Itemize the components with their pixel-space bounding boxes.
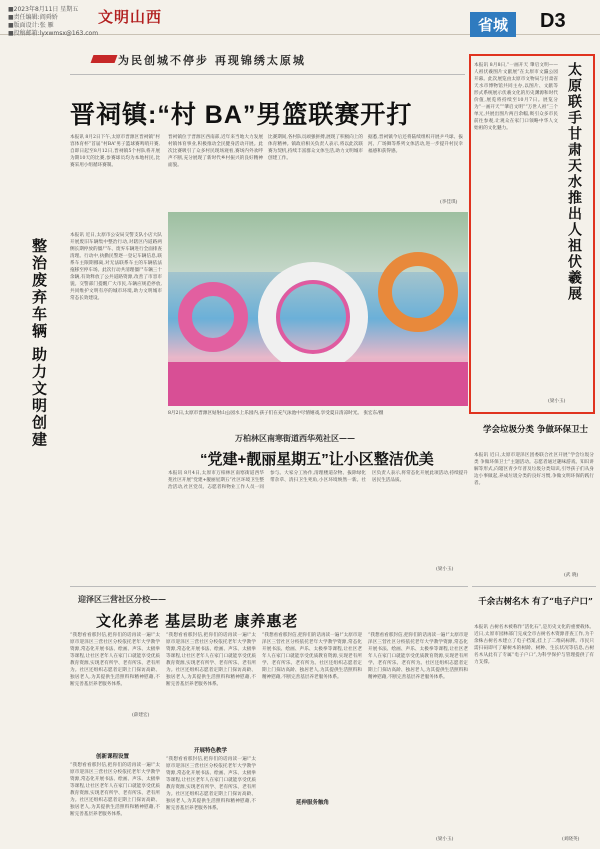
- community-kicker: 万柏林区南寒街道西华苑社区——: [235, 433, 355, 443]
- main-article-col2: 晋祠镇位于晋源区西南部,近年来当地大力发展村镇体育事业,积极推动全民健身活动开展。此次比赛吸引了众多村民现场观看,赛场内外欢呼声不断,充分展现了新时代乡村振兴的良好精神面貌。: [168, 135, 263, 168]
- photo-orange-ring: [378, 252, 458, 332]
- slogan-decoration: [91, 55, 118, 63]
- photo-credit: 张宏东/摄: [363, 411, 384, 416]
- date-line: ■2023年8月11日 星期五: [8, 6, 79, 13]
- publication-logo: 文明山西: [98, 8, 163, 26]
- divider: [70, 74, 465, 75]
- layout-line: ■版面设计:张 雁: [8, 22, 54, 29]
- elderly-subhead-2: 开展特色教学: [194, 748, 228, 754]
- right-article-body: 本报讯 8月8日,“一画开天 肇启文明——人祖伏羲图片文献展”在太原市文瀛公园开幕。此次展览由太原市文物局与甘肃省天水市博物馆共同主办,以图片、文献等形式系统展示伏羲文化的历史渊源和时代价值,展览将持续至10月7日。展览分为“一画开天”“肇启文明”“万世人祖”三个单元,共展出图片两百余幅,吸引众多市民前往参观,让观众在家门口领略中华人文始祖的文化魅力。: [474, 63, 558, 131]
- community-body: 本报讯 8月4日,太原市万柏林区南寒街道西华苑社区开展“党建+靓丽星期五”社区环境卫生整治活动,社区党员、志愿者和物业工作人员一同参与。大家分工协作,清理楼道杂物、拔除绿化带杂草、清扫卫生死角,小区环境焕然一新。社区负责人表示,将常态化开展此项活动,持续提升居民生活品质。: [168, 471, 468, 490]
- elderly-body-cont-2: “我想看看那封信,把你们的话再读一遍!”太原市迎泽区三营社区分校依托老年大学教学资源,常态化开展书法、绘画、声乐、太极拳等课程,让社区老年人在家门口就能享受优质教育资源,实现老有所学、老有所乐、老有所为。社区还组织志愿者定期上门探访高龄、独居老人,为其提供生活照料和精神慰藉,不断完善基层养老服务体系。: [166, 633, 256, 687]
- left-article-body: 本报讯 近日,太原市公安局交警支队小店大队开展废旧车辆集中整治行动,对辖区内道路两侧长期停放的僵尸车、废弃车辆进行全面排查清理。行动中,执勤民警逐一登记车辆信息,联系车主限期挪离,对无法联系车主的车辆依法拖移至停车场。此次行动共清理僵尸车辆三十余辆,有效释放了公共道路资源,改善了市容市貌。交警部门提醒广大市民,车辆应规范停放,共同维护文明有序的城市环境,助力文明城市常态长效建设。: [70, 233, 162, 301]
- school-title: 学会垃圾分类 争做环保卫士: [483, 425, 588, 435]
- section-tag: 省城: [470, 12, 516, 37]
- elderly-reporter: (梁小玉): [436, 837, 454, 842]
- photo-pool-edge: [168, 362, 468, 406]
- email-line: ■投稿邮箱:lyxwmsx@163.com: [8, 30, 99, 37]
- elderly-body-cont-3: “我想看看那封信,把你们的话再读一遍!”太原市迎泽区三营社区分校依托老年大学教学资源,常态化开展书法、绘画、声乐、太极拳等课程,让社区老年人在家门口就能享受优质教育资源,实现老有所学、老有所乐、老有所为。社区还组织志愿者定期上门探访高龄、独居老人,为其提供生活照料和精神慰藉,不断完善基层养老服务体系。: [166, 757, 256, 811]
- elderly-kicker: 迎泽区三营社区分校——: [78, 594, 166, 604]
- slogan: 为民创城不停步 再现锦绣太原城: [118, 54, 306, 67]
- main-article-reporter: (李佳琪): [440, 200, 458, 205]
- school-reporter: (武 晓): [564, 573, 579, 578]
- divider: [472, 586, 596, 587]
- photo-caption-text: 8月2日,太原市晋源区姑射山公园水上乐园内,孩子们在充气泳池中尽情嬉戏,享受夏日清凉时光。: [168, 411, 362, 416]
- right-article-reporter: (梁小玉): [548, 399, 566, 404]
- left-article-reporter: (薛建宏): [132, 713, 150, 718]
- main-article-col4: 据悉,晋祠镇今后还将陆续组织开展乒乓球、拔河、广场舞等系列文体活动,进一步提升村民幸福感和获得感。: [368, 135, 463, 154]
- divider: [70, 586, 468, 587]
- trees-reporter: (刘晓英): [562, 837, 580, 842]
- school-body: 本报讯 近日,太原市迎泽区团委联合社区开展“学会垃圾分类 争做环保卫士”主题活动。志愿者通过趣味游戏、知识讲解等形式,向辖区青少年普及垃圾分类知识,引导孩子们从身边小事做起,养成垃圾分类的良好习惯,争做文明环保的践行者。: [474, 453, 594, 486]
- waterpark-photo: [168, 212, 468, 406]
- elderly-subhead-3: 延伸服务触角: [296, 800, 330, 806]
- main-headline: 晋祠镇:“村 BA”男篮联赛开打: [70, 101, 413, 129]
- masthead-meta: [8, 6, 98, 38]
- elderly-body: “我想看看那封信,把你们的话再读一遍!”太原市迎泽区三营社区分校依托老年大学教学资源,常态化开展书法、绘画、声乐、太极拳等课程,让社区老年人在家门口就能享受优质教育资源,实现老有所学、老有所乐、老有所为。社区还组织志愿者定期上门探访高龄、独居老人,为其提供生活照料和精神慰藉,不断完善基层养老服务体系。: [70, 633, 160, 687]
- elderly-title: 文化养老 基层助老 康养惠老: [96, 613, 299, 630]
- trees-body: 本报讯 古树名木被称作“活化石”,是历史文化的重要载体。近日,太原市园林部门完成全市古树名木资源普查工作,为千余株古树名木建立了电子档案,挂上了二维码标牌。市民只需扫码即可了解树木的树龄、树种、生长状况等信息,古树名木从此有了专属“电子户口”,为科学保护与管理提供了有力支撑。: [474, 625, 594, 665]
- right-article-title: 太原联手甘肃天水推出人祖伏羲展: [567, 62, 583, 302]
- photo-white-ring: [258, 262, 368, 372]
- page-number: D3: [540, 10, 566, 32]
- editor-line: ■责任编辑:阎舜娇: [8, 14, 58, 21]
- photo-pink-ring: [178, 282, 248, 352]
- left-article-title: 整治废弃车辆 助力文明创建: [30, 238, 47, 449]
- elderly-body-cont-1: “我想看看那封信,把你们的话再读一遍!”太原市迎泽区三营社区分校依托老年大学教学资源,常态化开展书法、绘画、声乐、太极拳等课程,让社区老年人在家门口就能享受优质教育资源,实现老有所学、老有所乐、老有所为。社区还组织志愿者定期上门探访高龄、独居老人,为其提供生活照料和精神慰藉,不断完善基层养老服务体系。: [70, 763, 160, 817]
- photo-caption: [168, 410, 468, 417]
- main-article-col1: 本报讯 8月2日下午,太原市晋源区晋祠镇“村容体育杯”首届“村BA”男子篮球赛鸣哨开赛,自即日起至8月12日,晋祠镇5个村队将开展为期10天的比赛,参赛球员均为本地村民,比赛采用小组循环赛制。: [70, 135, 160, 168]
- community-title: “党建+靓丽星期五”让小区整洁优美: [200, 451, 434, 468]
- elderly-subhead-1: 创新课程设置: [96, 754, 130, 760]
- elderly-body-cont-5: “我想看看那封信,把你们的话再读一遍!”太原市迎泽区三营社区分校依托老年大学教学资源,常态化开展书法、绘画、声乐、太极拳等课程,让社区老年人在家门口就能享受优质教育资源,实现老有所学、老有所乐、老有所为。社区还组织志愿者定期上门探访高龄、独居老人,为其提供生活照料和精神慰藉,不断完善基层养老服务体系。: [368, 633, 468, 680]
- trees-title: 千余古树名木 有了“电子户口”: [478, 597, 593, 607]
- community-reporter: (梁小玉): [436, 567, 454, 572]
- elderly-body-cont-4: “我想看看那封信,把你们的话再读一遍!”太原市迎泽区三营社区分校依托老年大学教学资源,常态化开展书法、绘画、声乐、太极拳等课程,让社区老年人在家门口就能享受优质教育资源,实现老有所学、老有所乐、老有所为。社区还组织志愿者定期上门探访高龄、独居老人,为其提供生活照料和精神慰藉,不断完善基层养老服务体系。: [262, 633, 362, 680]
- main-article-col3: 比赛期间,各村队员顽强拼搏,展现了积极向上的体育精神。镇政府相关负责人表示,将以此次联赛为契机,持续丰富群众文体生活,助力文明城市创建工作。: [268, 135, 363, 161]
